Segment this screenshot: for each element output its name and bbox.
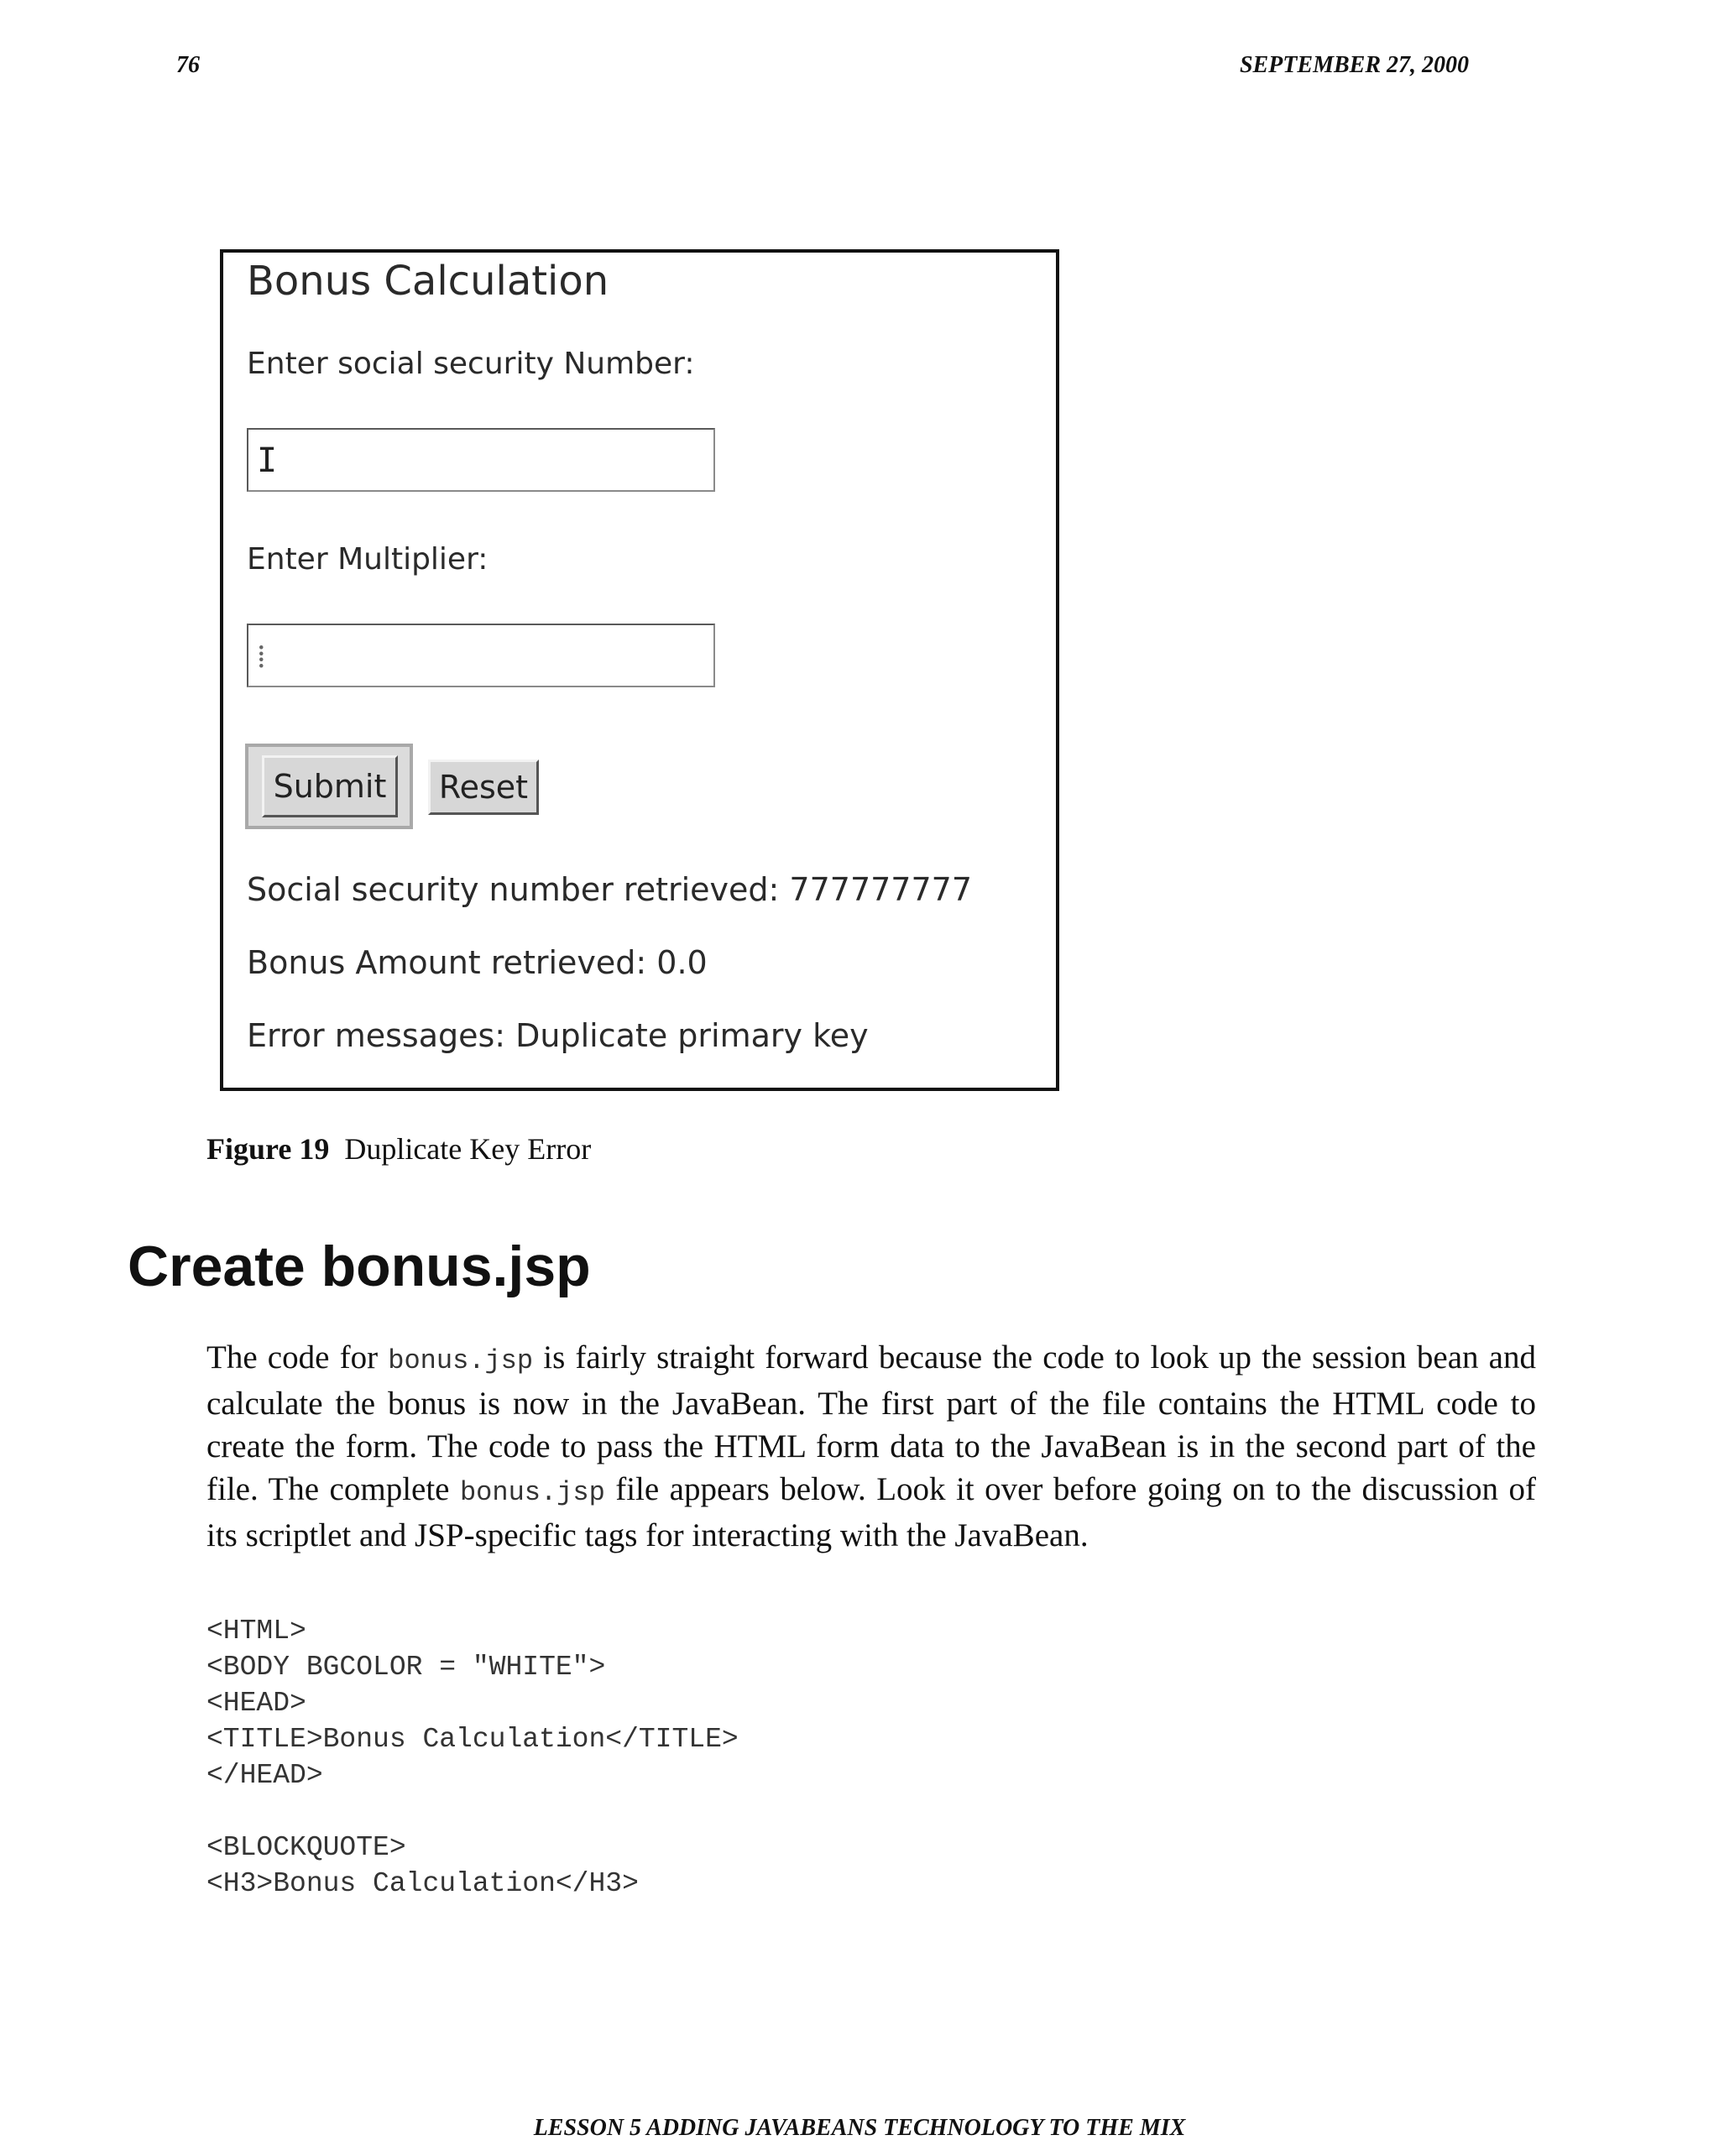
reset-button[interactable]: Reset [428,760,539,815]
text-cursor-icon: I [257,441,278,480]
code-line: <BLOCKQUOTE> [206,1832,406,1863]
code-line: <HTML> [206,1616,306,1647]
figure-caption [206,1131,591,1167]
result-bonus: Bonus Amount retrieved: 0.0 [247,944,708,981]
inline-code-filename: bonus.jsp [459,1477,605,1508]
code-line: <TITLE>Bonus Calculation</TITLE> [206,1724,739,1755]
code-line: <HEAD> [206,1688,306,1719]
code-line: <BODY BGCOLOR = "WHITE"> [206,1652,606,1683]
section-heading: Create bonus.jsp [128,1235,591,1298]
multiplier-label: Enter Multiplier: [247,542,489,577]
code-line: </HEAD> [206,1760,323,1791]
multiplier-input[interactable] [247,624,715,687]
paragraph-text-3: file appears below. Look it over before going on to the discussion of its scriptlet and JSP-specific tags for interacting with the JavaBean. [206,1471,1536,1553]
body-paragraph [206,1336,1536,1557]
page-date: SEPTEMBER 27, 2000 [1239,52,1469,78]
figure-caption-label: Figure 19 [206,1132,330,1166]
code-listing [206,1613,739,1902]
result-error: Error messages: Duplicate primary key [247,1017,869,1054]
inline-code-filename: bonus.jsp [388,1345,534,1376]
submit-button[interactable]: Submit [262,755,398,817]
text-cursor-icon: ⁞ [257,638,266,675]
submit-focus-ring [245,744,413,829]
form-title: Bonus Calculation [247,258,609,305]
code-line: <H3>Bonus Calculation</H3> [206,1868,639,1899]
ssn-input[interactable] [247,428,715,492]
figure-caption-text: Duplicate Key Error [344,1132,592,1166]
page-footer: LESSON 5 ADDING JAVABEANS TECHNOLOGY TO THE MIX [533,2115,1186,2141]
page-header [0,49,1719,82]
paragraph-text-1: The code for [206,1339,389,1376]
code-line [206,1793,739,1830]
ssn-label: Enter social security Number: [247,347,695,381]
page-number: 76 [176,52,200,78]
paragraph-text-2: is fairly straight forward because the code to look up the session bean and calculate the bonus is now in the JavaBean. The first part of the file contains the HTML code to create the form. The code to pass the HTML form data to the JavaBean is in the second part of the file. The complete [206,1339,1536,1507]
result-ssn: Social security number retrieved: 777777777 [247,871,973,908]
figure-screenshot [220,249,1059,1091]
